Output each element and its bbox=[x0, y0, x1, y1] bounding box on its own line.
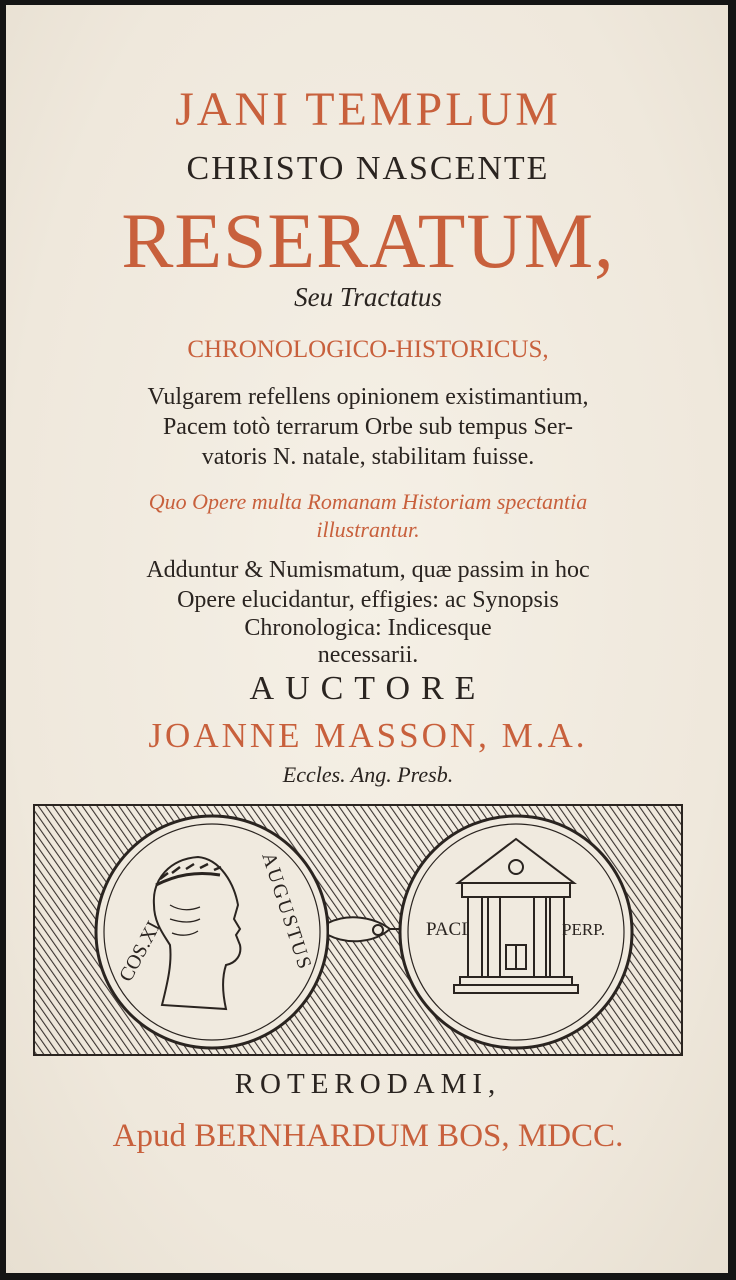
additions-line-1: Adduntur & Numismatum, quæ passim in hoc bbox=[146, 557, 590, 583]
title-line-2: CHRISTO NASCENTE bbox=[186, 150, 550, 187]
augustus-coin bbox=[96, 816, 328, 1048]
left-coin-legend-right: AUGUSTUS bbox=[257, 849, 317, 974]
note-line-1: Quo Opere multa Romanam Historiam spectantia bbox=[148, 489, 588, 514]
temple-coin bbox=[400, 816, 632, 1048]
additions-line-2: Opere elucidantur, effigies: ac Synopsis bbox=[177, 587, 559, 613]
author-name: JOANNE MASSON, M.A. bbox=[148, 716, 588, 755]
coin-engraving bbox=[30, 795, 686, 1060]
author-title: Eccles. Ang. Presb. bbox=[282, 762, 454, 787]
additions-line-4: necessarii. bbox=[317, 642, 419, 668]
description-line-2: Pacem totò terrarum Orbe sub tempus Ser- bbox=[162, 414, 574, 440]
author-label: AUCTORE bbox=[249, 670, 487, 707]
title-line-3: RESERATUM, bbox=[121, 197, 615, 284]
description-line-3: vatoris N. natale, stabilitam fuisse. bbox=[201, 444, 535, 470]
title-line-5: CHRONOLOGICO-HISTORICUS, bbox=[187, 336, 549, 363]
left-coin-legend-left: COS.XI bbox=[114, 917, 165, 986]
description-line-1: Vulgarem refellens opinionem existimantium, bbox=[147, 384, 589, 410]
title-line-1: JANI TEMPLUM bbox=[175, 83, 561, 136]
imprint-publisher: Apud BERNHARDUM BOS, MDCC. bbox=[112, 1118, 624, 1154]
title-line-4: Seu Tractatus bbox=[294, 282, 442, 312]
right-coin-legend-left: PACI bbox=[426, 919, 468, 940]
note-line-2: illustrantur. bbox=[316, 517, 420, 542]
additions-line-3: Chronologica: Indicesque bbox=[244, 615, 492, 641]
imprint-place: ROTERODAMI, bbox=[234, 1068, 502, 1100]
right-coin-legend-right: PERP. bbox=[562, 920, 605, 939]
